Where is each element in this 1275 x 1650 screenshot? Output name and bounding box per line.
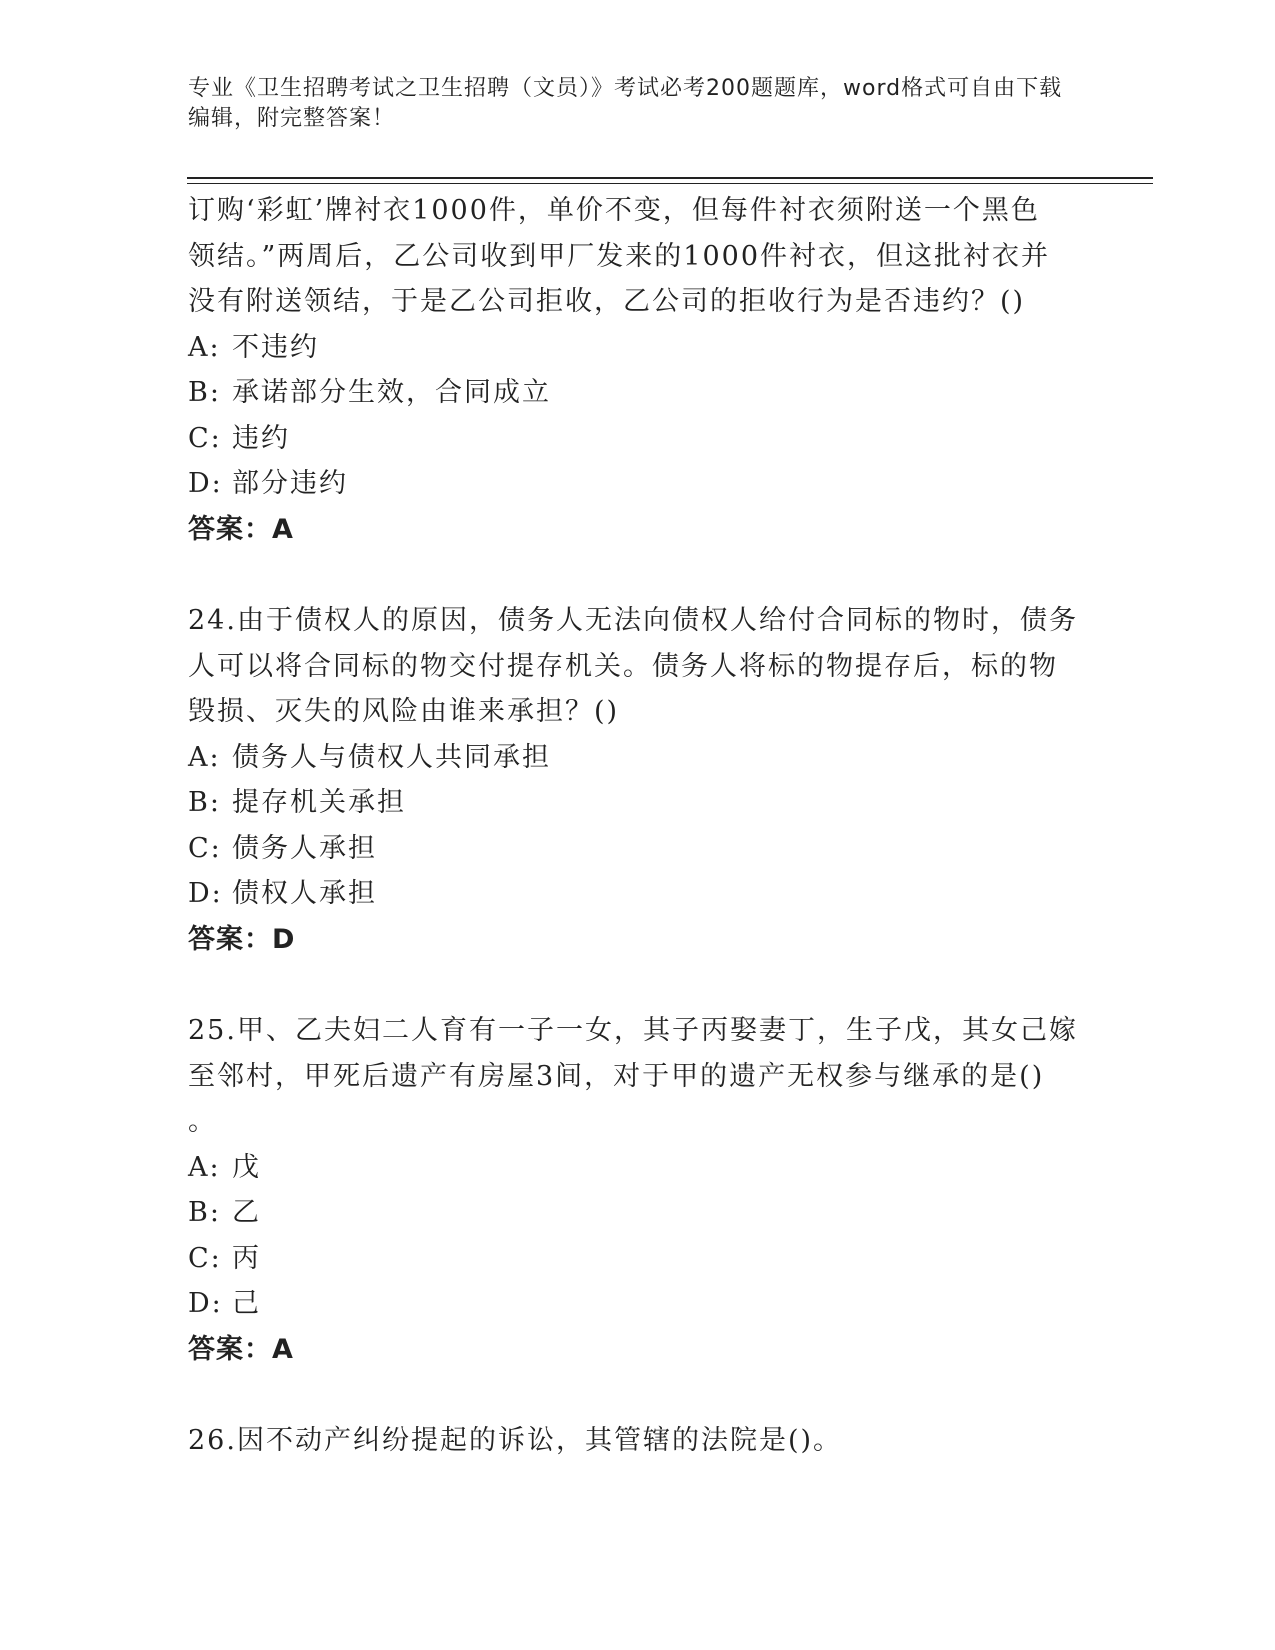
- option-label: C:: [188, 422, 222, 454]
- option-d: [188, 1281, 1088, 1327]
- option-a: [188, 1145, 1088, 1191]
- option-label: D:: [188, 468, 223, 499]
- option-text: 丙: [232, 1242, 261, 1274]
- option-text: 债务人承担: [232, 832, 377, 864]
- option-text: 提存机关承担: [232, 787, 406, 818]
- option-b: [188, 370, 1088, 416]
- option-text: 承诺部分生效，合同成立: [232, 377, 551, 408]
- option-text: 部分违约: [232, 468, 348, 499]
- question-24: [188, 598, 1088, 962]
- option-label: B:: [188, 787, 221, 818]
- option-c: [188, 416, 1088, 462]
- option-label: A:: [188, 741, 221, 773]
- option-d: [188, 871, 1088, 917]
- answer-line: 答案：D: [188, 923, 296, 955]
- document-header: 专业《卫生招聘考试之卫生招聘（文员）》考试必考200题题库，word格式可自由下载编辑，附完整答案！: [188, 76, 1063, 131]
- option-b: [188, 1190, 1088, 1236]
- answer-line: 答案：A: [188, 1333, 294, 1365]
- header-divider-thick: [187, 177, 1153, 179]
- question-text: 24.由于债权人的原因，债务人无法向债权人给付合同标的物时，债务 人可以将合同标的物交付提存机关。债务人将标的物提存后，标的物 毁损、灭失的风险由谁来承担？(): [188, 605, 1078, 727]
- option-c: [188, 826, 1088, 872]
- answer-line: 答案：A: [188, 513, 294, 545]
- question-text: 订购‘彩虹’牌衬衣1000件，单价不变，但每件衬衣须附送一个黑色 领结。”两周后，乙公司收到甲厂发来的1000件衬衣，但这批衬衣并 没有附送领结，于是乙公司拒收，乙公司的拒收行为是否违约？(): [188, 195, 1051, 317]
- option-label: B:: [188, 1197, 221, 1228]
- option-d: [188, 461, 1088, 507]
- option-text: 戊: [232, 1151, 261, 1183]
- option-label: A:: [188, 1151, 221, 1183]
- option-a: [188, 735, 1088, 781]
- option-label: C:: [188, 1242, 222, 1274]
- question-text: 26.因不动产纠纷提起的诉讼，其管辖的法院是()。: [188, 1425, 843, 1456]
- option-text: 违约: [232, 422, 290, 454]
- option-text: 债权人承担: [232, 878, 377, 909]
- option-text: 乙: [232, 1197, 261, 1228]
- option-c: [188, 1236, 1088, 1282]
- header-divider-thin: [187, 183, 1153, 184]
- question-list: [188, 188, 1088, 1464]
- option-text: 己: [232, 1288, 261, 1319]
- option-text: 不违约: [232, 331, 319, 363]
- option-label: D:: [188, 878, 223, 909]
- question-text: 25.甲、乙夫妇二人育有一子一女，其子丙娶妻丁，生子戊，其女己嫁 至邻村，甲死后遗产有房屋3间，对于甲的遗产无权参与继承的是() 。: [188, 1015, 1078, 1137]
- question-25: [188, 1008, 1088, 1372]
- option-text: 债务人与债权人共同承担: [232, 741, 551, 773]
- option-label: C:: [188, 832, 222, 864]
- option-label: A:: [188, 331, 221, 363]
- question-26: [188, 1418, 1088, 1464]
- option-label: D:: [188, 1288, 223, 1319]
- option-a: [188, 325, 1088, 371]
- option-b: [188, 780, 1088, 826]
- option-label: B:: [188, 377, 221, 408]
- question-23: [188, 188, 1088, 552]
